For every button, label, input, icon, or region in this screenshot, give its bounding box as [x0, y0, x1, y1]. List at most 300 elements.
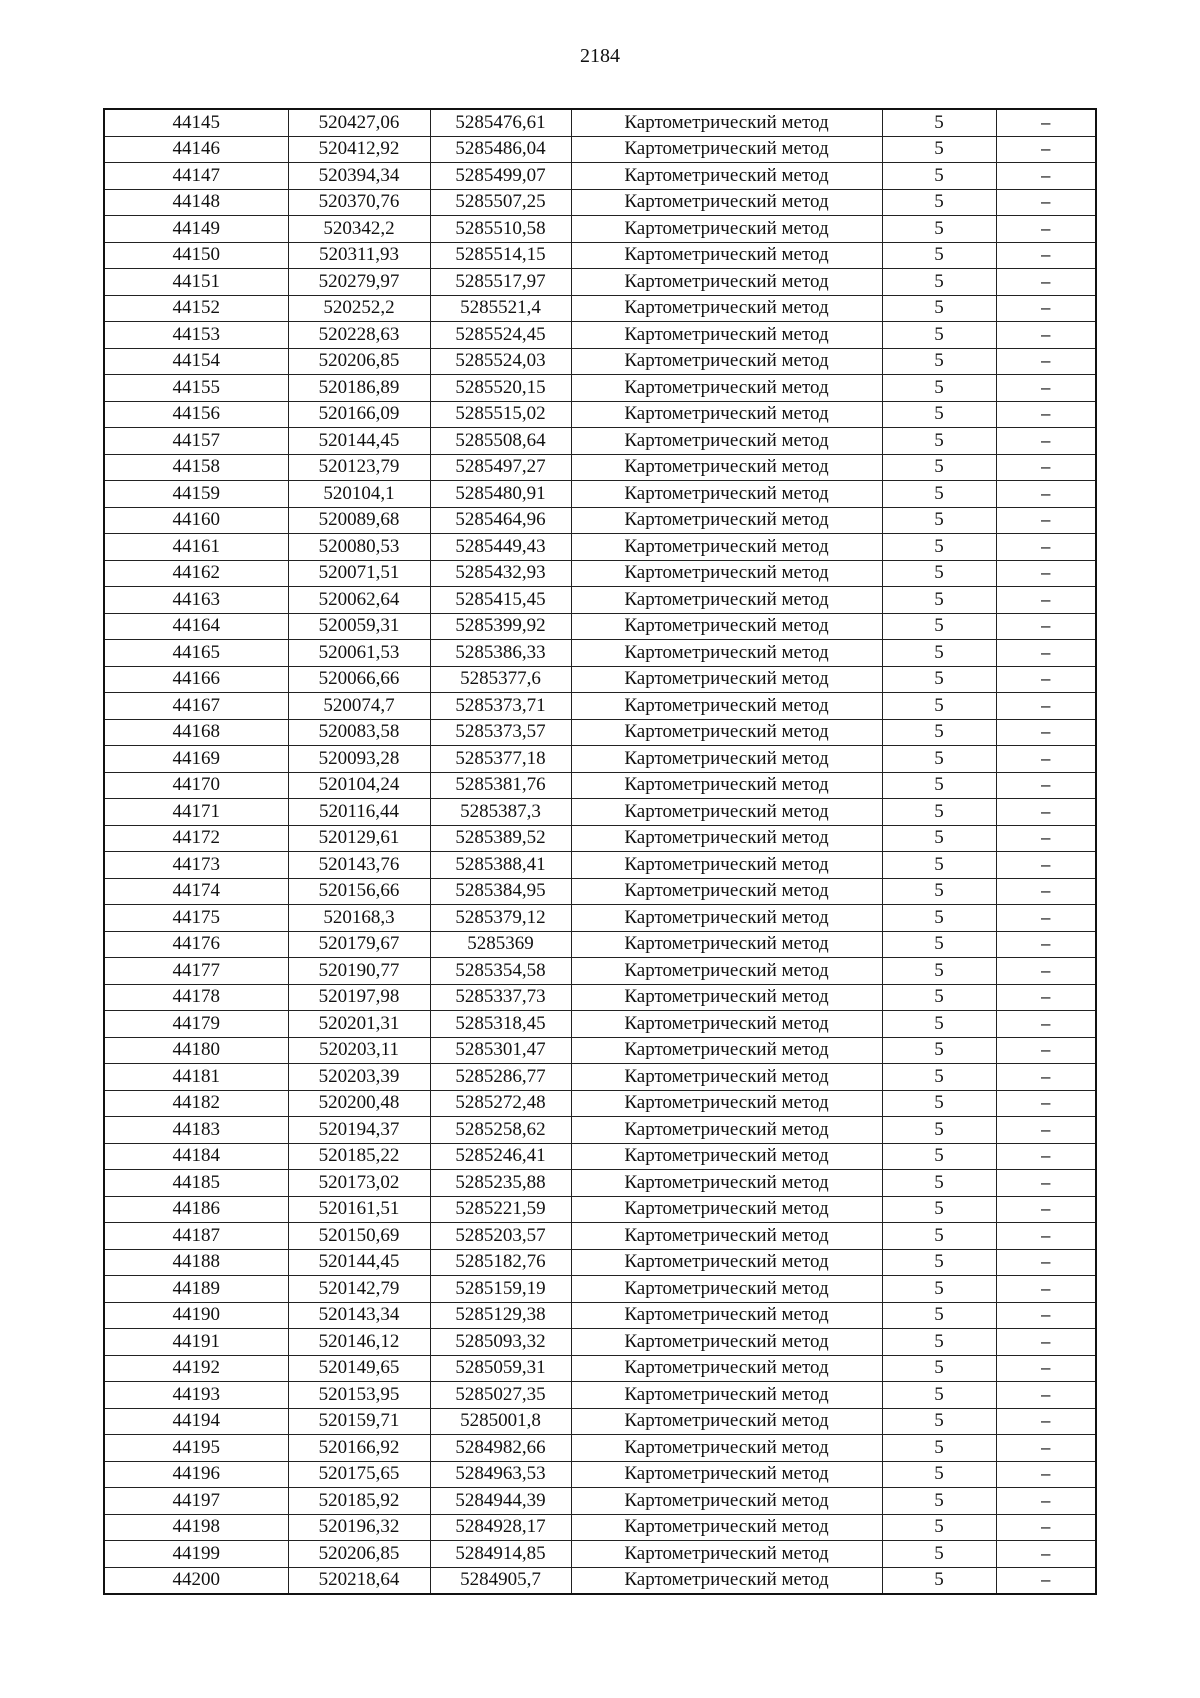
x-coordinate-cell: 520144,45: [288, 1249, 430, 1276]
point-number-cell: 44176: [104, 931, 288, 958]
table-row: [104, 481, 1096, 508]
accuracy-cell: 5: [882, 587, 996, 614]
note-cell: –: [996, 1143, 1096, 1170]
point-number-cell: 44180: [104, 1037, 288, 1064]
y-coordinate-cell: 5285486,04: [430, 136, 571, 163]
table-row: [104, 719, 1096, 746]
x-coordinate-cell: 520144,45: [288, 428, 430, 455]
note-cell: –: [996, 269, 1096, 296]
accuracy-cell: 5: [882, 507, 996, 534]
note-cell: –: [996, 216, 1096, 243]
x-coordinate-cell: 520061,53: [288, 640, 430, 667]
method-cell: Картометрический метод: [571, 587, 882, 614]
method-cell: Картометрический метод: [571, 1064, 882, 1091]
table-row: [104, 587, 1096, 614]
table-row: [104, 269, 1096, 296]
y-coordinate-cell: 5285258,62: [430, 1117, 571, 1144]
method-cell: Картометрический метод: [571, 1488, 882, 1515]
table-row: [104, 1170, 1096, 1197]
table-row: [104, 1249, 1096, 1276]
method-cell: Картометрический метод: [571, 1329, 882, 1356]
note-cell: –: [996, 1196, 1096, 1223]
accuracy-cell: 5: [882, 163, 996, 190]
table-row: [104, 163, 1096, 190]
method-cell: Картометрический метод: [571, 1196, 882, 1223]
y-coordinate-cell: 5285524,03: [430, 348, 571, 375]
x-coordinate-cell: 520185,22: [288, 1143, 430, 1170]
note-cell: –: [996, 746, 1096, 773]
x-coordinate-cell: 520104,1: [288, 481, 430, 508]
y-coordinate-cell: 5285514,15: [430, 242, 571, 269]
table-row: [104, 1435, 1096, 1462]
accuracy-cell: 5: [882, 1090, 996, 1117]
point-number-cell: 44157: [104, 428, 288, 455]
method-cell: Картометрический метод: [571, 1090, 882, 1117]
note-cell: –: [996, 1249, 1096, 1276]
y-coordinate-cell: 5285508,64: [430, 428, 571, 455]
method-cell: Картометрический метод: [571, 666, 882, 693]
accuracy-cell: 5: [882, 799, 996, 826]
accuracy-cell: 5: [882, 1461, 996, 1488]
table-row: [104, 1329, 1096, 1356]
y-coordinate-cell: 5284928,17: [430, 1514, 571, 1541]
x-coordinate-cell: 520206,85: [288, 1541, 430, 1568]
table-row: [104, 878, 1096, 905]
point-number-cell: 44169: [104, 746, 288, 773]
accuracy-cell: 5: [882, 640, 996, 667]
table-row: [104, 958, 1096, 985]
point-number-cell: 44198: [104, 1514, 288, 1541]
table-row: [104, 852, 1096, 879]
method-cell: Картометрический метод: [571, 613, 882, 640]
coordinates-table-body: [104, 109, 1096, 1594]
y-coordinate-cell: 5285507,25: [430, 189, 571, 216]
x-coordinate-cell: 520143,76: [288, 852, 430, 879]
note-cell: –: [996, 1461, 1096, 1488]
table-row: [104, 693, 1096, 720]
table-row: [104, 1223, 1096, 1250]
note-cell: –: [996, 109, 1096, 136]
accuracy-cell: 5: [882, 931, 996, 958]
y-coordinate-cell: 5285379,12: [430, 905, 571, 932]
method-cell: Картометрический метод: [571, 1223, 882, 1250]
x-coordinate-cell: 520196,32: [288, 1514, 430, 1541]
table-row: [104, 1382, 1096, 1409]
method-cell: Картометрический метод: [571, 401, 882, 428]
x-coordinate-cell: 520179,67: [288, 931, 430, 958]
accuracy-cell: 5: [882, 560, 996, 587]
method-cell: Картометрический метод: [571, 693, 882, 720]
point-number-cell: 44197: [104, 1488, 288, 1515]
x-coordinate-cell: 520168,3: [288, 905, 430, 932]
note-cell: –: [996, 295, 1096, 322]
accuracy-cell: 5: [882, 666, 996, 693]
y-coordinate-cell: 5285387,3: [430, 799, 571, 826]
page-number: 2184: [580, 45, 620, 67]
x-coordinate-cell: 520059,31: [288, 613, 430, 640]
point-number-cell: 44200: [104, 1567, 288, 1594]
table-row: [104, 1567, 1096, 1594]
y-coordinate-cell: 5285381,76: [430, 772, 571, 799]
accuracy-cell: 5: [882, 984, 996, 1011]
x-coordinate-cell: 520370,76: [288, 189, 430, 216]
point-number-cell: 44171: [104, 799, 288, 826]
accuracy-cell: 5: [882, 136, 996, 163]
point-number-cell: 44184: [104, 1143, 288, 1170]
note-cell: –: [996, 1541, 1096, 1568]
accuracy-cell: 5: [882, 1488, 996, 1515]
accuracy-cell: 5: [882, 1382, 996, 1409]
note-cell: –: [996, 719, 1096, 746]
accuracy-cell: 5: [882, 719, 996, 746]
method-cell: Картометрический метод: [571, 1037, 882, 1064]
method-cell: Картометрический метод: [571, 1011, 882, 1038]
method-cell: Картометрический метод: [571, 163, 882, 190]
method-cell: Картометрический метод: [571, 1170, 882, 1197]
y-coordinate-cell: 5285001,8: [430, 1408, 571, 1435]
accuracy-cell: 5: [882, 1514, 996, 1541]
method-cell: Картометрический метод: [571, 1435, 882, 1462]
y-coordinate-cell: 5284914,85: [430, 1541, 571, 1568]
accuracy-cell: 5: [882, 772, 996, 799]
y-coordinate-cell: 5285354,58: [430, 958, 571, 985]
x-coordinate-cell: 520203,11: [288, 1037, 430, 1064]
accuracy-cell: 5: [882, 109, 996, 136]
table-row: [104, 507, 1096, 534]
x-coordinate-cell: 520150,69: [288, 1223, 430, 1250]
note-cell: –: [996, 322, 1096, 349]
note-cell: –: [996, 1435, 1096, 1462]
accuracy-cell: 5: [882, 825, 996, 852]
point-number-cell: 44194: [104, 1408, 288, 1435]
point-number-cell: 44188: [104, 1249, 288, 1276]
accuracy-cell: 5: [882, 216, 996, 243]
y-coordinate-cell: 5285235,88: [430, 1170, 571, 1197]
method-cell: Картометрический метод: [571, 507, 882, 534]
accuracy-cell: 5: [882, 454, 996, 481]
x-coordinate-cell: 520203,39: [288, 1064, 430, 1091]
y-coordinate-cell: 5285480,91: [430, 481, 571, 508]
point-number-cell: 44160: [104, 507, 288, 534]
point-number-cell: 44190: [104, 1302, 288, 1329]
y-coordinate-cell: 5285520,15: [430, 375, 571, 402]
y-coordinate-cell: 5285521,4: [430, 295, 571, 322]
note-cell: –: [996, 1514, 1096, 1541]
y-coordinate-cell: 5285499,07: [430, 163, 571, 190]
table-row: [104, 1488, 1096, 1515]
method-cell: Картометрический метод: [571, 322, 882, 349]
point-number-cell: 44145: [104, 109, 288, 136]
y-coordinate-cell: 5285373,57: [430, 719, 571, 746]
method-cell: Картометрический метод: [571, 958, 882, 985]
method-cell: Картометрический метод: [571, 1514, 882, 1541]
method-cell: Картометрический метод: [571, 1117, 882, 1144]
y-coordinate-cell: 5285027,35: [430, 1382, 571, 1409]
table-row: [104, 534, 1096, 561]
method-cell: Картометрический метод: [571, 136, 882, 163]
method-cell: Картометрический метод: [571, 1355, 882, 1382]
note-cell: –: [996, 1355, 1096, 1382]
table-row: [104, 772, 1096, 799]
point-number-cell: 44147: [104, 163, 288, 190]
note-cell: –: [996, 693, 1096, 720]
method-cell: Картометрический метод: [571, 348, 882, 375]
table-row: [104, 1276, 1096, 1303]
note-cell: –: [996, 852, 1096, 879]
accuracy-cell: 5: [882, 1011, 996, 1038]
y-coordinate-cell: 5285272,48: [430, 1090, 571, 1117]
point-number-cell: 44165: [104, 640, 288, 667]
x-coordinate-cell: 520311,93: [288, 242, 430, 269]
y-coordinate-cell: 5285497,27: [430, 454, 571, 481]
point-number-cell: 44162: [104, 560, 288, 587]
point-number-cell: 44185: [104, 1170, 288, 1197]
note-cell: –: [996, 613, 1096, 640]
x-coordinate-cell: 520190,77: [288, 958, 430, 985]
accuracy-cell: 5: [882, 852, 996, 879]
y-coordinate-cell: 5285373,71: [430, 693, 571, 720]
y-coordinate-cell: 5284944,39: [430, 1488, 571, 1515]
note-cell: –: [996, 1302, 1096, 1329]
point-number-cell: 44181: [104, 1064, 288, 1091]
note-cell: –: [996, 1567, 1096, 1594]
note-cell: –: [996, 666, 1096, 693]
accuracy-cell: 5: [882, 242, 996, 269]
x-coordinate-cell: 520080,53: [288, 534, 430, 561]
accuracy-cell: 5: [882, 746, 996, 773]
accuracy-cell: 5: [882, 1302, 996, 1329]
method-cell: Картометрический метод: [571, 799, 882, 826]
y-coordinate-cell: 5285415,45: [430, 587, 571, 614]
table-row: [104, 1541, 1096, 1568]
accuracy-cell: 5: [882, 693, 996, 720]
x-coordinate-cell: 520074,7: [288, 693, 430, 720]
x-coordinate-cell: 520093,28: [288, 746, 430, 773]
y-coordinate-cell: 5285203,57: [430, 1223, 571, 1250]
x-coordinate-cell: 520071,51: [288, 560, 430, 587]
table-row: [104, 1355, 1096, 1382]
accuracy-cell: 5: [882, 878, 996, 905]
table-row: [104, 216, 1096, 243]
note-cell: –: [996, 1170, 1096, 1197]
note-cell: –: [996, 799, 1096, 826]
accuracy-cell: 5: [882, 481, 996, 508]
y-coordinate-cell: 5285246,41: [430, 1143, 571, 1170]
note-cell: –: [996, 348, 1096, 375]
table-row: [104, 1037, 1096, 1064]
method-cell: Картометрический метод: [571, 189, 882, 216]
y-coordinate-cell: 5285384,95: [430, 878, 571, 905]
x-coordinate-cell: 520062,64: [288, 587, 430, 614]
y-coordinate-cell: 5285388,41: [430, 852, 571, 879]
note-cell: –: [996, 1064, 1096, 1091]
method-cell: Картометрический метод: [571, 746, 882, 773]
table-row: [104, 1514, 1096, 1541]
point-number-cell: 44177: [104, 958, 288, 985]
note-cell: –: [996, 1090, 1096, 1117]
point-number-cell: 44187: [104, 1223, 288, 1250]
point-number-cell: 44168: [104, 719, 288, 746]
x-coordinate-cell: 520116,44: [288, 799, 430, 826]
note-cell: –: [996, 1276, 1096, 1303]
y-coordinate-cell: 5285182,76: [430, 1249, 571, 1276]
accuracy-cell: 5: [882, 1567, 996, 1594]
x-coordinate-cell: 520394,34: [288, 163, 430, 190]
point-number-cell: 44159: [104, 481, 288, 508]
method-cell: Картометрический метод: [571, 878, 882, 905]
point-number-cell: 44191: [104, 1329, 288, 1356]
note-cell: –: [996, 1488, 1096, 1515]
accuracy-cell: 5: [882, 958, 996, 985]
x-coordinate-cell: 520185,92: [288, 1488, 430, 1515]
note-cell: –: [996, 454, 1096, 481]
note-cell: –: [996, 1382, 1096, 1409]
accuracy-cell: 5: [882, 428, 996, 455]
point-number-cell: 44199: [104, 1541, 288, 1568]
note-cell: –: [996, 136, 1096, 163]
x-coordinate-cell: 520166,09: [288, 401, 430, 428]
y-coordinate-cell: 5285159,19: [430, 1276, 571, 1303]
note-cell: –: [996, 587, 1096, 614]
x-coordinate-cell: 520123,79: [288, 454, 430, 481]
note-cell: –: [996, 560, 1096, 587]
x-coordinate-cell: 520200,48: [288, 1090, 430, 1117]
y-coordinate-cell: 5285286,77: [430, 1064, 571, 1091]
y-coordinate-cell: 5285389,52: [430, 825, 571, 852]
y-coordinate-cell: 5285221,59: [430, 1196, 571, 1223]
x-coordinate-cell: 520342,2: [288, 216, 430, 243]
point-number-cell: 44174: [104, 878, 288, 905]
point-number-cell: 44164: [104, 613, 288, 640]
point-number-cell: 44173: [104, 852, 288, 879]
note-cell: –: [996, 878, 1096, 905]
method-cell: Картометрический метод: [571, 295, 882, 322]
table-row: [104, 825, 1096, 852]
accuracy-cell: 5: [882, 534, 996, 561]
accuracy-cell: 5: [882, 1064, 996, 1091]
y-coordinate-cell: 5285337,73: [430, 984, 571, 1011]
accuracy-cell: 5: [882, 1223, 996, 1250]
accuracy-cell: 5: [882, 1541, 996, 1568]
x-coordinate-cell: 520146,12: [288, 1329, 430, 1356]
note-cell: –: [996, 931, 1096, 958]
y-coordinate-cell: 5285464,96: [430, 507, 571, 534]
table-row: [104, 322, 1096, 349]
point-number-cell: 44172: [104, 825, 288, 852]
method-cell: Картометрический метод: [571, 481, 882, 508]
point-number-cell: 44152: [104, 295, 288, 322]
note-cell: –: [996, 163, 1096, 190]
table-row: [104, 1090, 1096, 1117]
table-row: [104, 1064, 1096, 1091]
y-coordinate-cell: 5285524,45: [430, 322, 571, 349]
point-number-cell: 44182: [104, 1090, 288, 1117]
accuracy-cell: 5: [882, 1276, 996, 1303]
x-coordinate-cell: 520206,85: [288, 348, 430, 375]
y-coordinate-cell: 5285432,93: [430, 560, 571, 587]
table-row: [104, 295, 1096, 322]
note-cell: –: [996, 189, 1096, 216]
y-coordinate-cell: 5285517,97: [430, 269, 571, 296]
method-cell: Картометрический метод: [571, 984, 882, 1011]
x-coordinate-cell: 520161,51: [288, 1196, 430, 1223]
point-number-cell: 44161: [104, 534, 288, 561]
point-number-cell: 44192: [104, 1355, 288, 1382]
y-coordinate-cell: 5284905,7: [430, 1567, 571, 1594]
table-row: [104, 401, 1096, 428]
point-number-cell: 44183: [104, 1117, 288, 1144]
note-cell: –: [996, 242, 1096, 269]
x-coordinate-cell: 520228,63: [288, 322, 430, 349]
x-coordinate-cell: 520149,65: [288, 1355, 430, 1382]
x-coordinate-cell: 520129,61: [288, 825, 430, 852]
accuracy-cell: 5: [882, 1249, 996, 1276]
point-number-cell: 44186: [104, 1196, 288, 1223]
accuracy-cell: 5: [882, 1329, 996, 1356]
point-number-cell: 44193: [104, 1382, 288, 1409]
note-cell: –: [996, 428, 1096, 455]
x-coordinate-cell: 520089,68: [288, 507, 430, 534]
table-row: [104, 1461, 1096, 1488]
table-row: [104, 799, 1096, 826]
y-coordinate-cell: 5285129,38: [430, 1302, 571, 1329]
table-row: [104, 1143, 1096, 1170]
point-number-cell: 44166: [104, 666, 288, 693]
method-cell: Картометрический метод: [571, 375, 882, 402]
note-cell: –: [996, 1011, 1096, 1038]
x-coordinate-cell: 520218,64: [288, 1567, 430, 1594]
x-coordinate-cell: 520143,34: [288, 1302, 430, 1329]
accuracy-cell: 5: [882, 295, 996, 322]
y-coordinate-cell: 5285476,61: [430, 109, 571, 136]
method-cell: Картометрический метод: [571, 1567, 882, 1594]
note-cell: –: [996, 1037, 1096, 1064]
y-coordinate-cell: 5285377,18: [430, 746, 571, 773]
method-cell: Картометрический метод: [571, 109, 882, 136]
point-number-cell: 44151: [104, 269, 288, 296]
x-coordinate-cell: 520142,79: [288, 1276, 430, 1303]
accuracy-cell: 5: [882, 375, 996, 402]
y-coordinate-cell: 5285301,47: [430, 1037, 571, 1064]
y-coordinate-cell: 5285399,92: [430, 613, 571, 640]
x-coordinate-cell: 520083,58: [288, 719, 430, 746]
accuracy-cell: 5: [882, 1408, 996, 1435]
method-cell: Картометрический метод: [571, 640, 882, 667]
method-cell: Картометрический метод: [571, 216, 882, 243]
table-row: [104, 348, 1096, 375]
method-cell: Картометрический метод: [571, 1302, 882, 1329]
method-cell: Картометрический метод: [571, 852, 882, 879]
y-coordinate-cell: 5285059,31: [430, 1355, 571, 1382]
y-coordinate-cell: 5285510,58: [430, 216, 571, 243]
point-number-cell: 44175: [104, 905, 288, 932]
point-number-cell: 44148: [104, 189, 288, 216]
point-number-cell: 44178: [104, 984, 288, 1011]
note-cell: –: [996, 507, 1096, 534]
point-number-cell: 44189: [104, 1276, 288, 1303]
accuracy-cell: 5: [882, 1117, 996, 1144]
table-row: [104, 613, 1096, 640]
y-coordinate-cell: 5285093,32: [430, 1329, 571, 1356]
table-row: [104, 984, 1096, 1011]
note-cell: –: [996, 375, 1096, 402]
table-row: [104, 454, 1096, 481]
x-coordinate-cell: 520194,37: [288, 1117, 430, 1144]
point-number-cell: 44153: [104, 322, 288, 349]
point-number-cell: 44158: [104, 454, 288, 481]
note-cell: –: [996, 1329, 1096, 1356]
point-number-cell: 44150: [104, 242, 288, 269]
